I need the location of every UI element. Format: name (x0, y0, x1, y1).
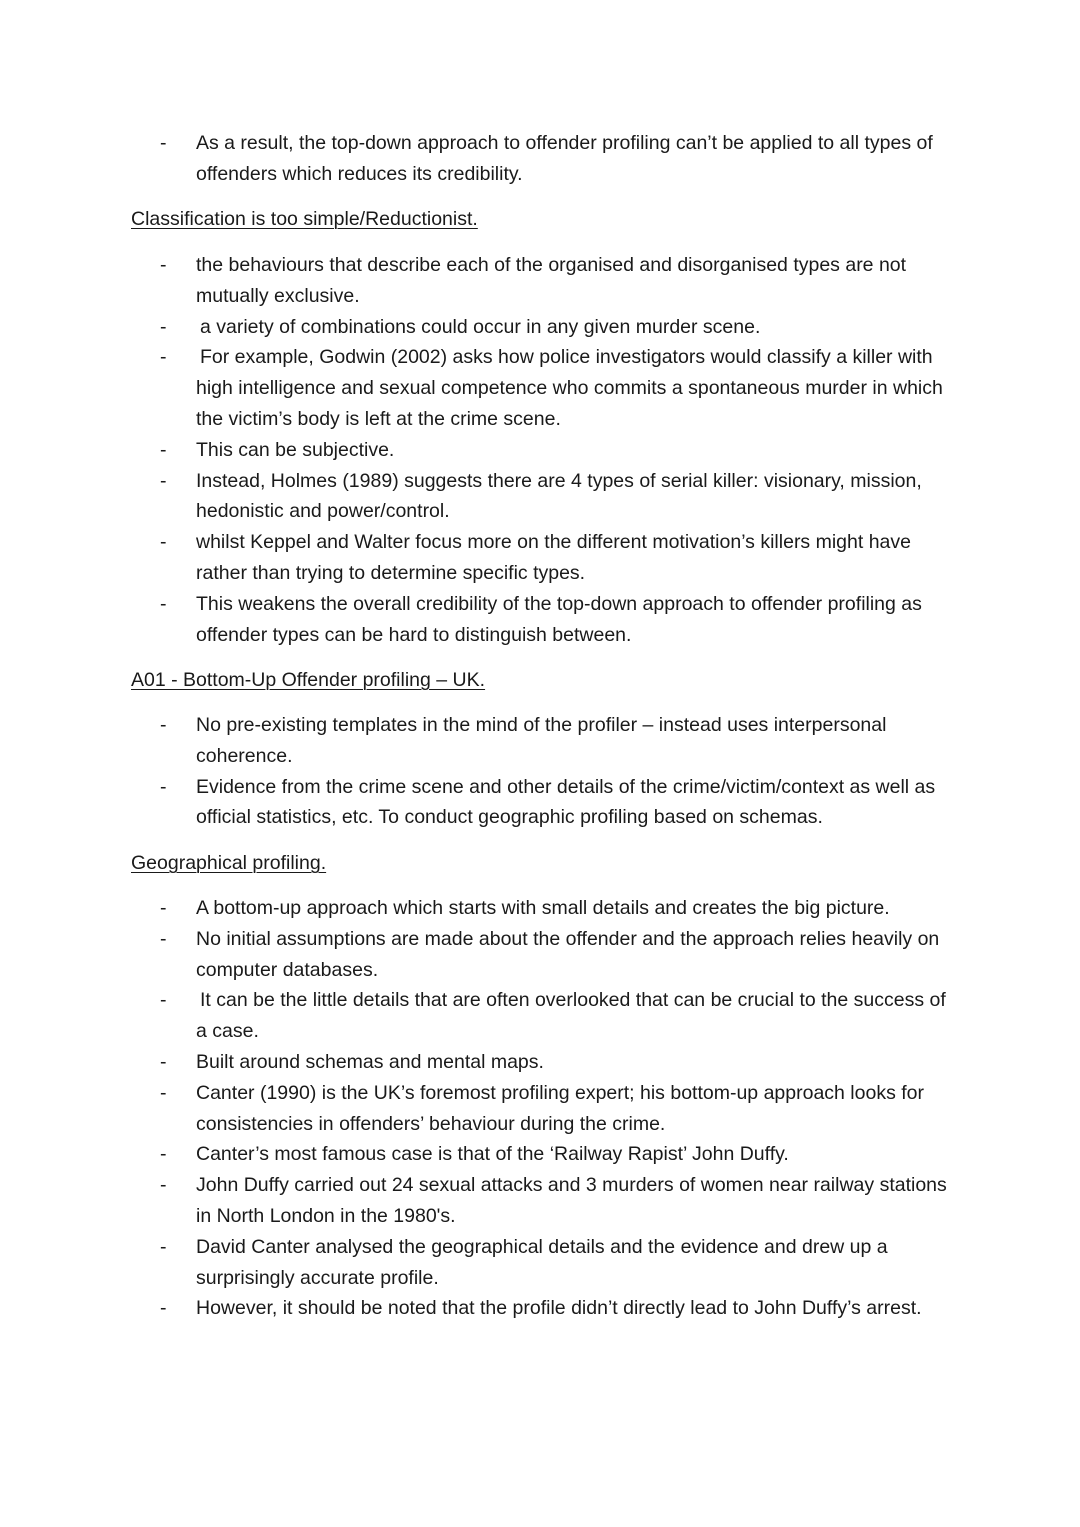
list-item (160, 1139, 960, 1170)
bullet-dash: - (160, 1050, 167, 1073)
list-item (160, 1078, 960, 1140)
bullet-dash: - (160, 1297, 167, 1320)
list-item (160, 250, 960, 312)
list-item (160, 985, 960, 1047)
list-item-text: Evidence from the crime scene and other details of the crime/victim/context as well as official statistics, etc. To conduct geographic profiling based on schemas. (196, 775, 936, 829)
classification-list (160, 250, 960, 650)
list-item-text: However, it should be noted that the profile didn’t directly lead to John Duffy’s arrest. (196, 1297, 922, 1320)
bullet-dash: - (160, 1235, 167, 1258)
bullet-dash: - (160, 315, 167, 338)
list-item-text: It can be the little details that are often overlooked that can be crucial to the success of a case. (196, 989, 946, 1043)
list-item (160, 435, 960, 466)
list-item (160, 1170, 960, 1232)
list-item-text: a variety of combinations could occur in any given murder scene. (200, 315, 761, 338)
list-item (160, 312, 960, 343)
list-item (160, 710, 960, 772)
list-item-text: This can be subjective. (196, 438, 395, 461)
list-item (160, 772, 960, 834)
bullet-dash: - (160, 775, 167, 798)
list-item-text: As a result, the top-down approach to offender profiling can’t be applied to all types of offenders which reduces its credibility. (196, 132, 933, 185)
list-item-text: A bottom-up approach which starts with small details and creates the big picture. (196, 897, 890, 919)
list-item (160, 1047, 960, 1078)
list-item (160, 1293, 960, 1324)
list-item-text: For example, Godwin (2002) asks how police investigators would classify a killer with high intelligence and sexual competence who commits a spontaneous murder in which the victim’s body is left at the crime scene. (196, 346, 943, 430)
bullet-dash: - (160, 254, 167, 276)
bullet-dash: - (160, 989, 167, 1012)
bullet-dash: - (160, 714, 167, 736)
list-item-text: Canter’s most famous case is that of the ‘Railway Rapist’ John Duffy. (196, 1143, 789, 1166)
list-item-text: No pre-existing templates in the mind of the profiler – instead uses interpersonal coherence. (196, 714, 887, 767)
bullet-dash: - (160, 346, 167, 369)
bullet-dash: - (160, 1174, 167, 1197)
bullet-dash: - (160, 132, 167, 154)
section-heading-geographical: Geographical profiling. (131, 852, 327, 874)
list-item-text: Canter (1990) is the UK’s foremost profiling expert; his bottom-up approach looks for consistencies in offenders’ behaviour during the crime. (196, 1081, 924, 1135)
list-item-text: Instead, Holmes (1989) suggests there are 4 types of serial killer: visionary, mission, hedonistic and power/control. (196, 469, 922, 523)
section-heading-bottom-up: A01 - Bottom-Up Offender profiling – UK. (131, 669, 486, 691)
list-item (160, 589, 960, 651)
bullet-dash: - (160, 897, 167, 919)
list-item (160, 924, 960, 986)
list-item-text: Built around schemas and mental maps. (196, 1050, 544, 1073)
bullet-dash: - (160, 438, 167, 461)
list-item-text: David Canter analysed the geographical details and the evidence and drew up a surprisingly accurate profile. (196, 1235, 888, 1289)
bullet-dash: - (160, 1143, 167, 1166)
list-item (160, 342, 960, 434)
continuation-list (160, 128, 960, 190)
list-item-text: This weakens the overall credibility of the top-down approach to offender profiling as offender types can be hard to distinguish between. (196, 592, 922, 646)
list-item-text: the behaviours that describe each of the organised and disorganised types are not mutually exclusive. (196, 254, 907, 307)
bullet-dash: - (160, 469, 167, 492)
list-item (160, 466, 960, 528)
list-item (160, 893, 960, 924)
list-item (160, 1232, 960, 1294)
bullet-dash: - (160, 1081, 167, 1104)
bottom-up-list (160, 710, 960, 833)
list-item-text: No initial assumptions are made about the offender and the approach relies heavily on computer databases. (196, 927, 940, 981)
bullet-dash: - (160, 531, 167, 554)
list-item (160, 527, 960, 589)
list-item-text: John Duffy carried out 24 sexual attacks and 3 murders of women near railway stations in North London in the 1980's. (196, 1174, 947, 1227)
bullet-dash: - (160, 592, 167, 615)
section-heading-classification: Classification is too simple/Reductionist. (131, 208, 478, 230)
list-item-text: whilst Keppel and Walter focus more on the different motivation’s killers might have rather than trying to determine specific types. (196, 531, 911, 584)
list-item (160, 128, 960, 190)
geographical-list (160, 893, 960, 1324)
bullet-dash: - (160, 927, 167, 950)
